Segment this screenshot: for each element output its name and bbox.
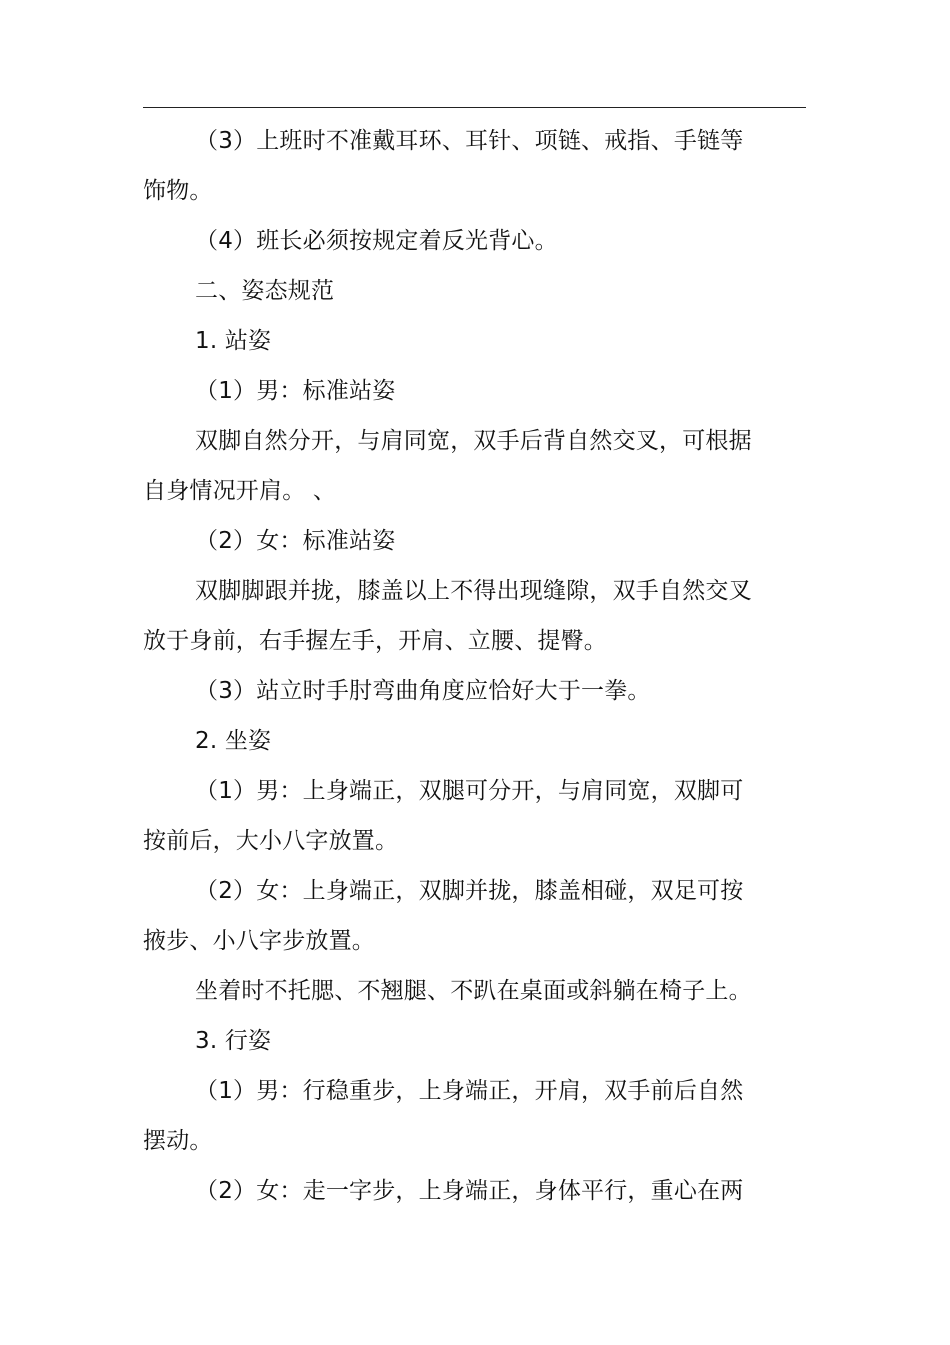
text-line: 双脚脚跟并拢，膝盖以上不得出现缝隙，双手自然交叉 bbox=[195, 578, 752, 604]
subsection-heading: 1. 站姿 bbox=[195, 328, 272, 354]
text-line: 按前后，大小八字放置。 bbox=[143, 828, 399, 854]
text-line: （2）女：走一字步，上身端正，身体平行，重心在两 bbox=[195, 1178, 744, 1204]
text-line: 摆动。 bbox=[143, 1128, 213, 1154]
text-line: （1）男：行稳重步，上身端正，开肩，双手前后自然 bbox=[195, 1078, 744, 1104]
text-line: 双脚自然分开，与肩同宽，双手后背自然交叉，可根据 bbox=[195, 428, 752, 454]
text-line: 坐着时不托腮、不翘腿、不趴在桌面或斜躺在椅子上。 bbox=[195, 978, 752, 1004]
text-line: 掖步、小八字步放置。 bbox=[143, 928, 375, 954]
text-line: （3）站立时手肘弯曲角度应恰好大于一拳。 bbox=[195, 678, 651, 704]
text-line: 饰物。 bbox=[143, 178, 213, 204]
header-divider bbox=[143, 107, 806, 108]
text-line: 自身情况开肩。 、 bbox=[143, 478, 337, 504]
subsection-heading: 3. 行姿 bbox=[195, 1028, 272, 1054]
text-line: （1）男：上身端正，双腿可分开，与肩同宽，双脚可 bbox=[195, 778, 744, 804]
text-line: （2）女：上身端正，双脚并拢，膝盖相碰，双足可按 bbox=[195, 878, 744, 904]
document-body bbox=[143, 116, 763, 1216]
text-line: （3）上班时不准戴耳环、耳针、项链、戒指、手链等 bbox=[195, 128, 744, 154]
text-line: 放于身前，右手握左手，开肩、立腰、提臀。 bbox=[143, 628, 607, 654]
subsection-heading: 2. 坐姿 bbox=[195, 728, 272, 754]
text-line: （4）班长必须按规定着反光背心。 bbox=[195, 228, 558, 254]
section-heading: 二、姿态规范 bbox=[195, 278, 335, 304]
text-line: （1）男：标准站姿 bbox=[195, 378, 396, 404]
text-line: （2）女：标准站姿 bbox=[195, 528, 396, 554]
